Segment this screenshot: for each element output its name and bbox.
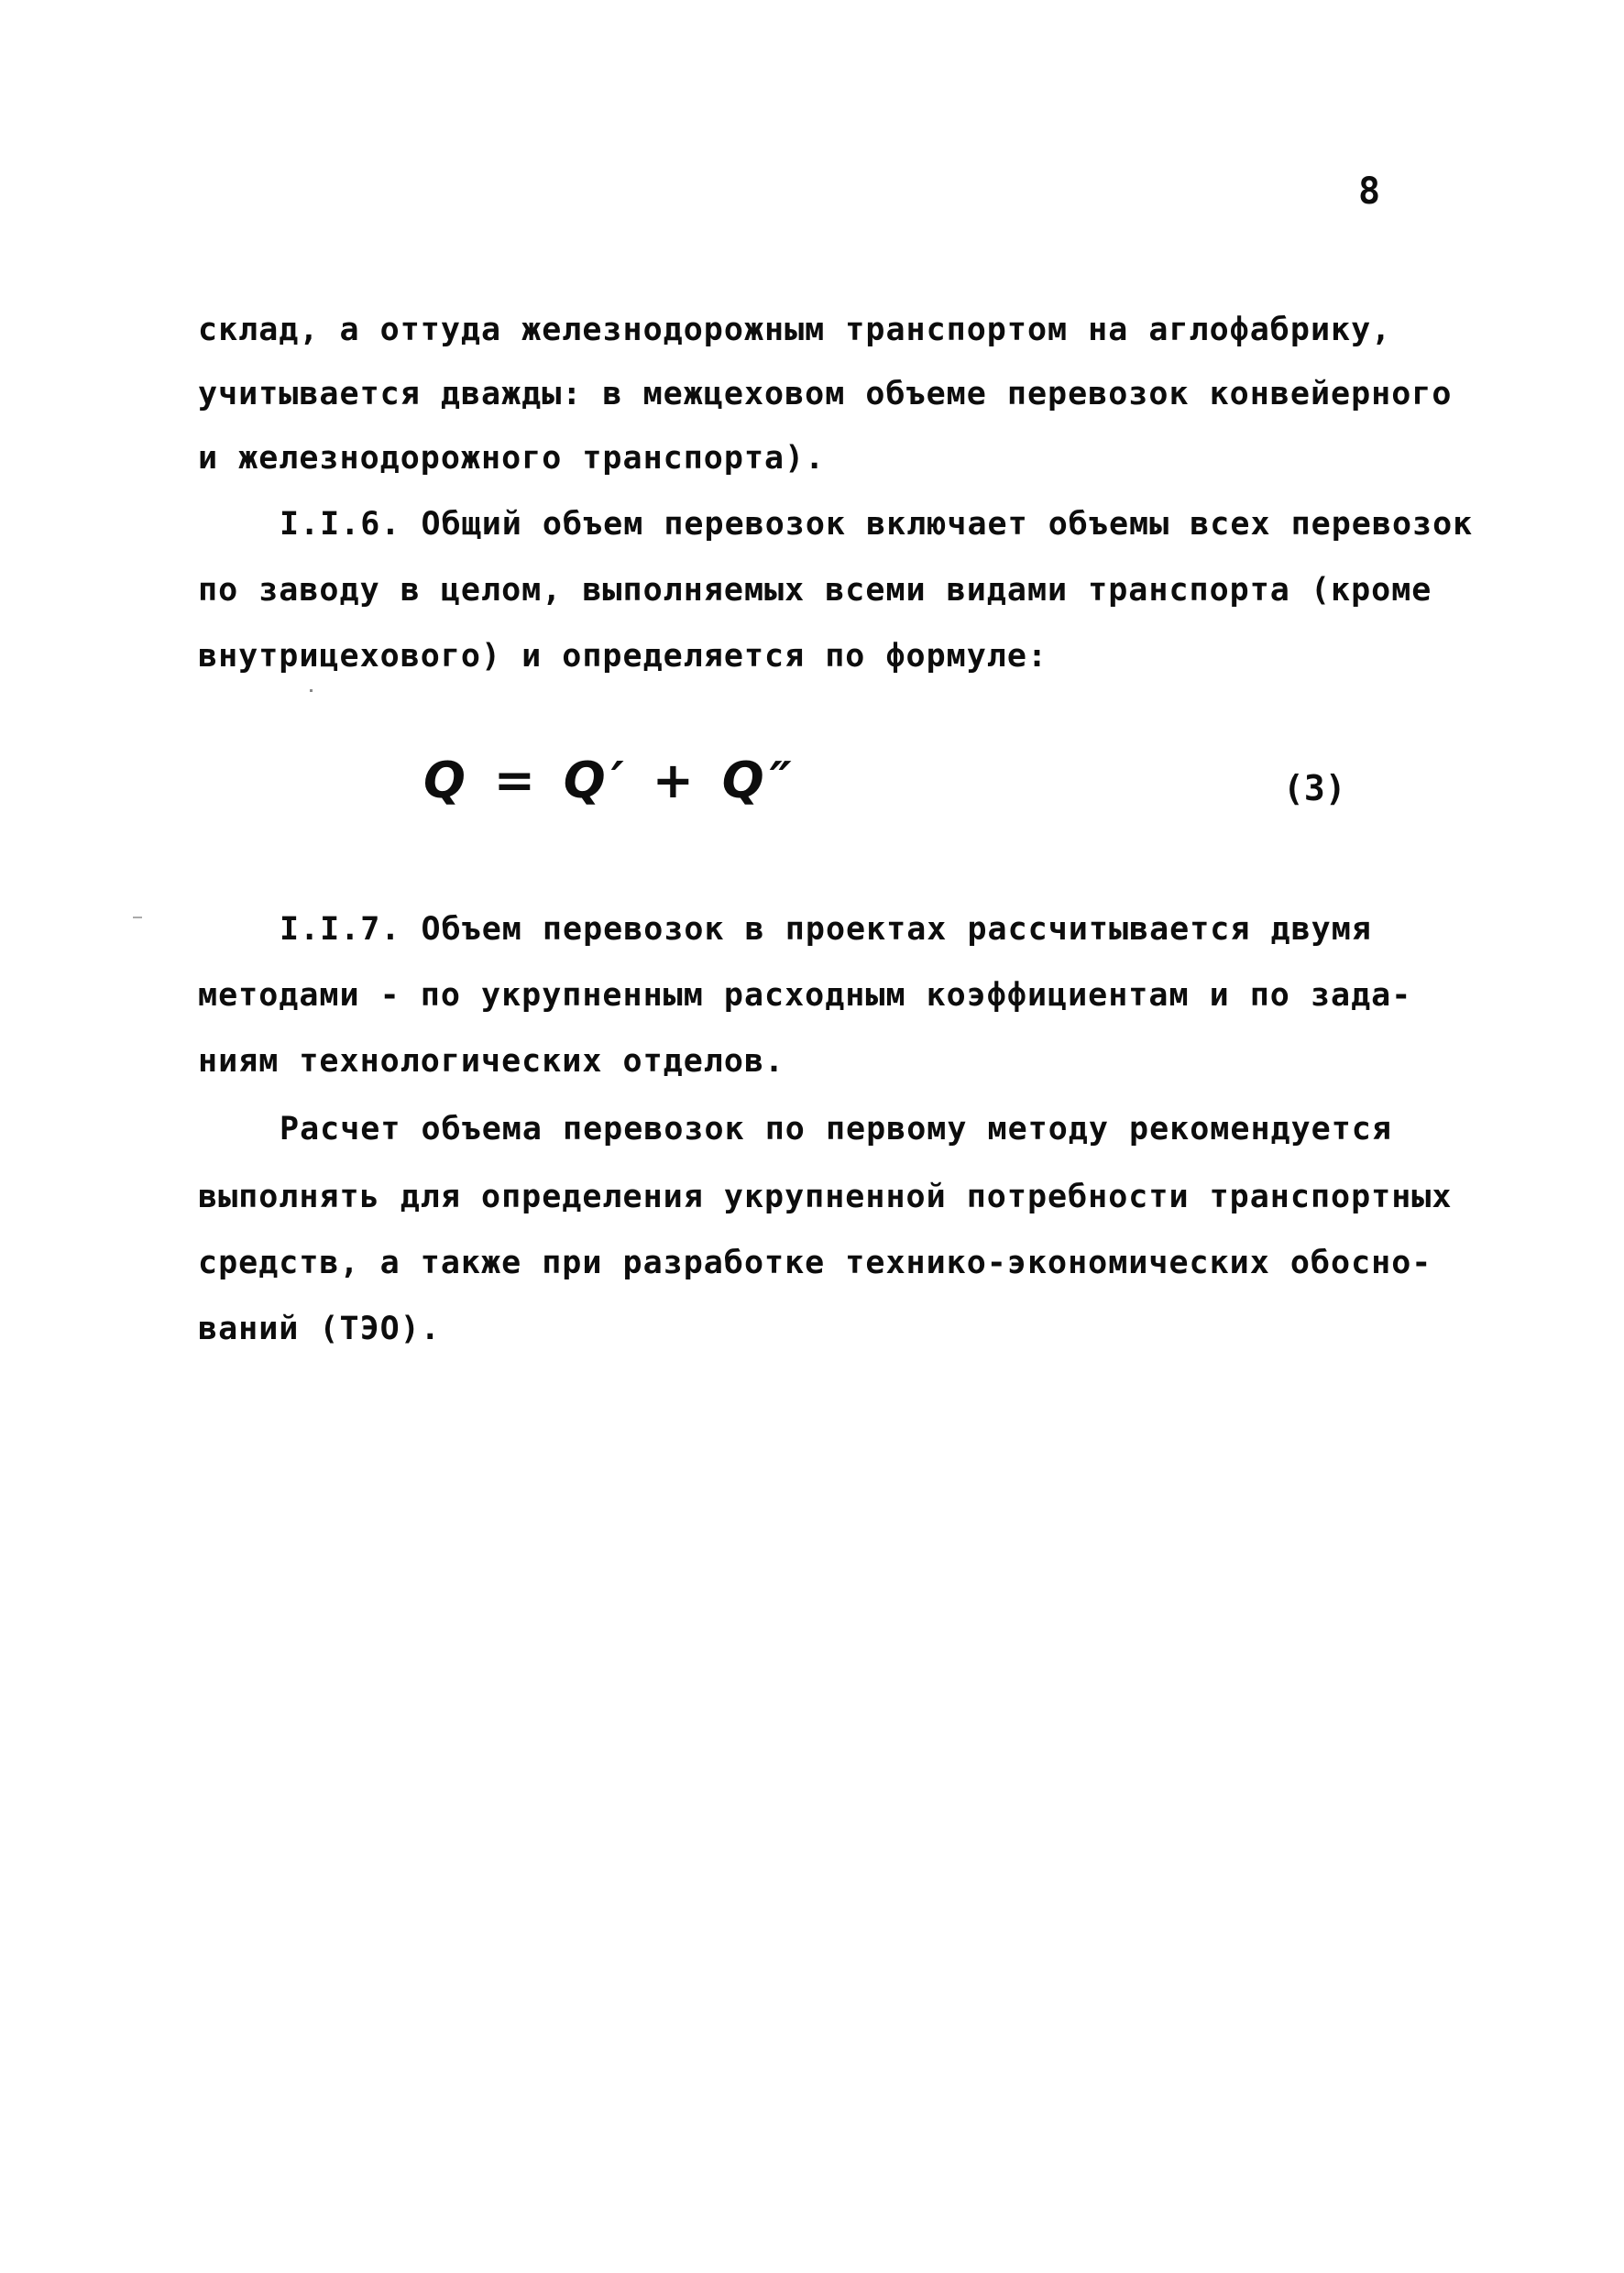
text-line-9: ниям технологических отделов. [198,1043,785,1080]
text-line-1: склад, а оттуда железнодорожным транспортом на аглофабрику, [198,312,1392,348]
text-line-7: I.I.7. Объем перевозок в проектах рассчитывается двумя [280,911,1372,948]
text-line-12: средств, а также при разработке технико-экономических обосно- [198,1245,1432,1281]
text-line-13: ваний (ТЭО). [198,1311,441,1347]
formula-expression: Q = Q′ + Q″ [423,752,797,809]
formula-number: (3) [1283,768,1346,808]
page-number: 8 [1358,170,1381,213]
text-line-6: внутрицехового) и определяется по формуле: [198,638,1048,675]
text-line-4: I.I.6. Общий объем перевозок включает объемы всех перевозок [280,506,1474,543]
text-line-10: Расчет объема перевозок по первому методу рекомендуется [280,1111,1392,1147]
text-line-2: учитывается дважды: в межцеховом объеме перевозок конвейерного [198,376,1453,412]
text-line-11: выполнять для определения укрупненной потребности транспортных [198,1179,1453,1215]
mark-dot [310,689,313,692]
text-line-8: методами - по укрупненным расходным коэффициентам и по зада- [198,977,1412,1014]
text-line-3: и железнодорожного транспорта). [198,440,826,477]
text-line-5: по заводу в целом, выполняемых всеми видами транспорта (кроме [198,572,1432,609]
mark-dash [133,917,142,918]
